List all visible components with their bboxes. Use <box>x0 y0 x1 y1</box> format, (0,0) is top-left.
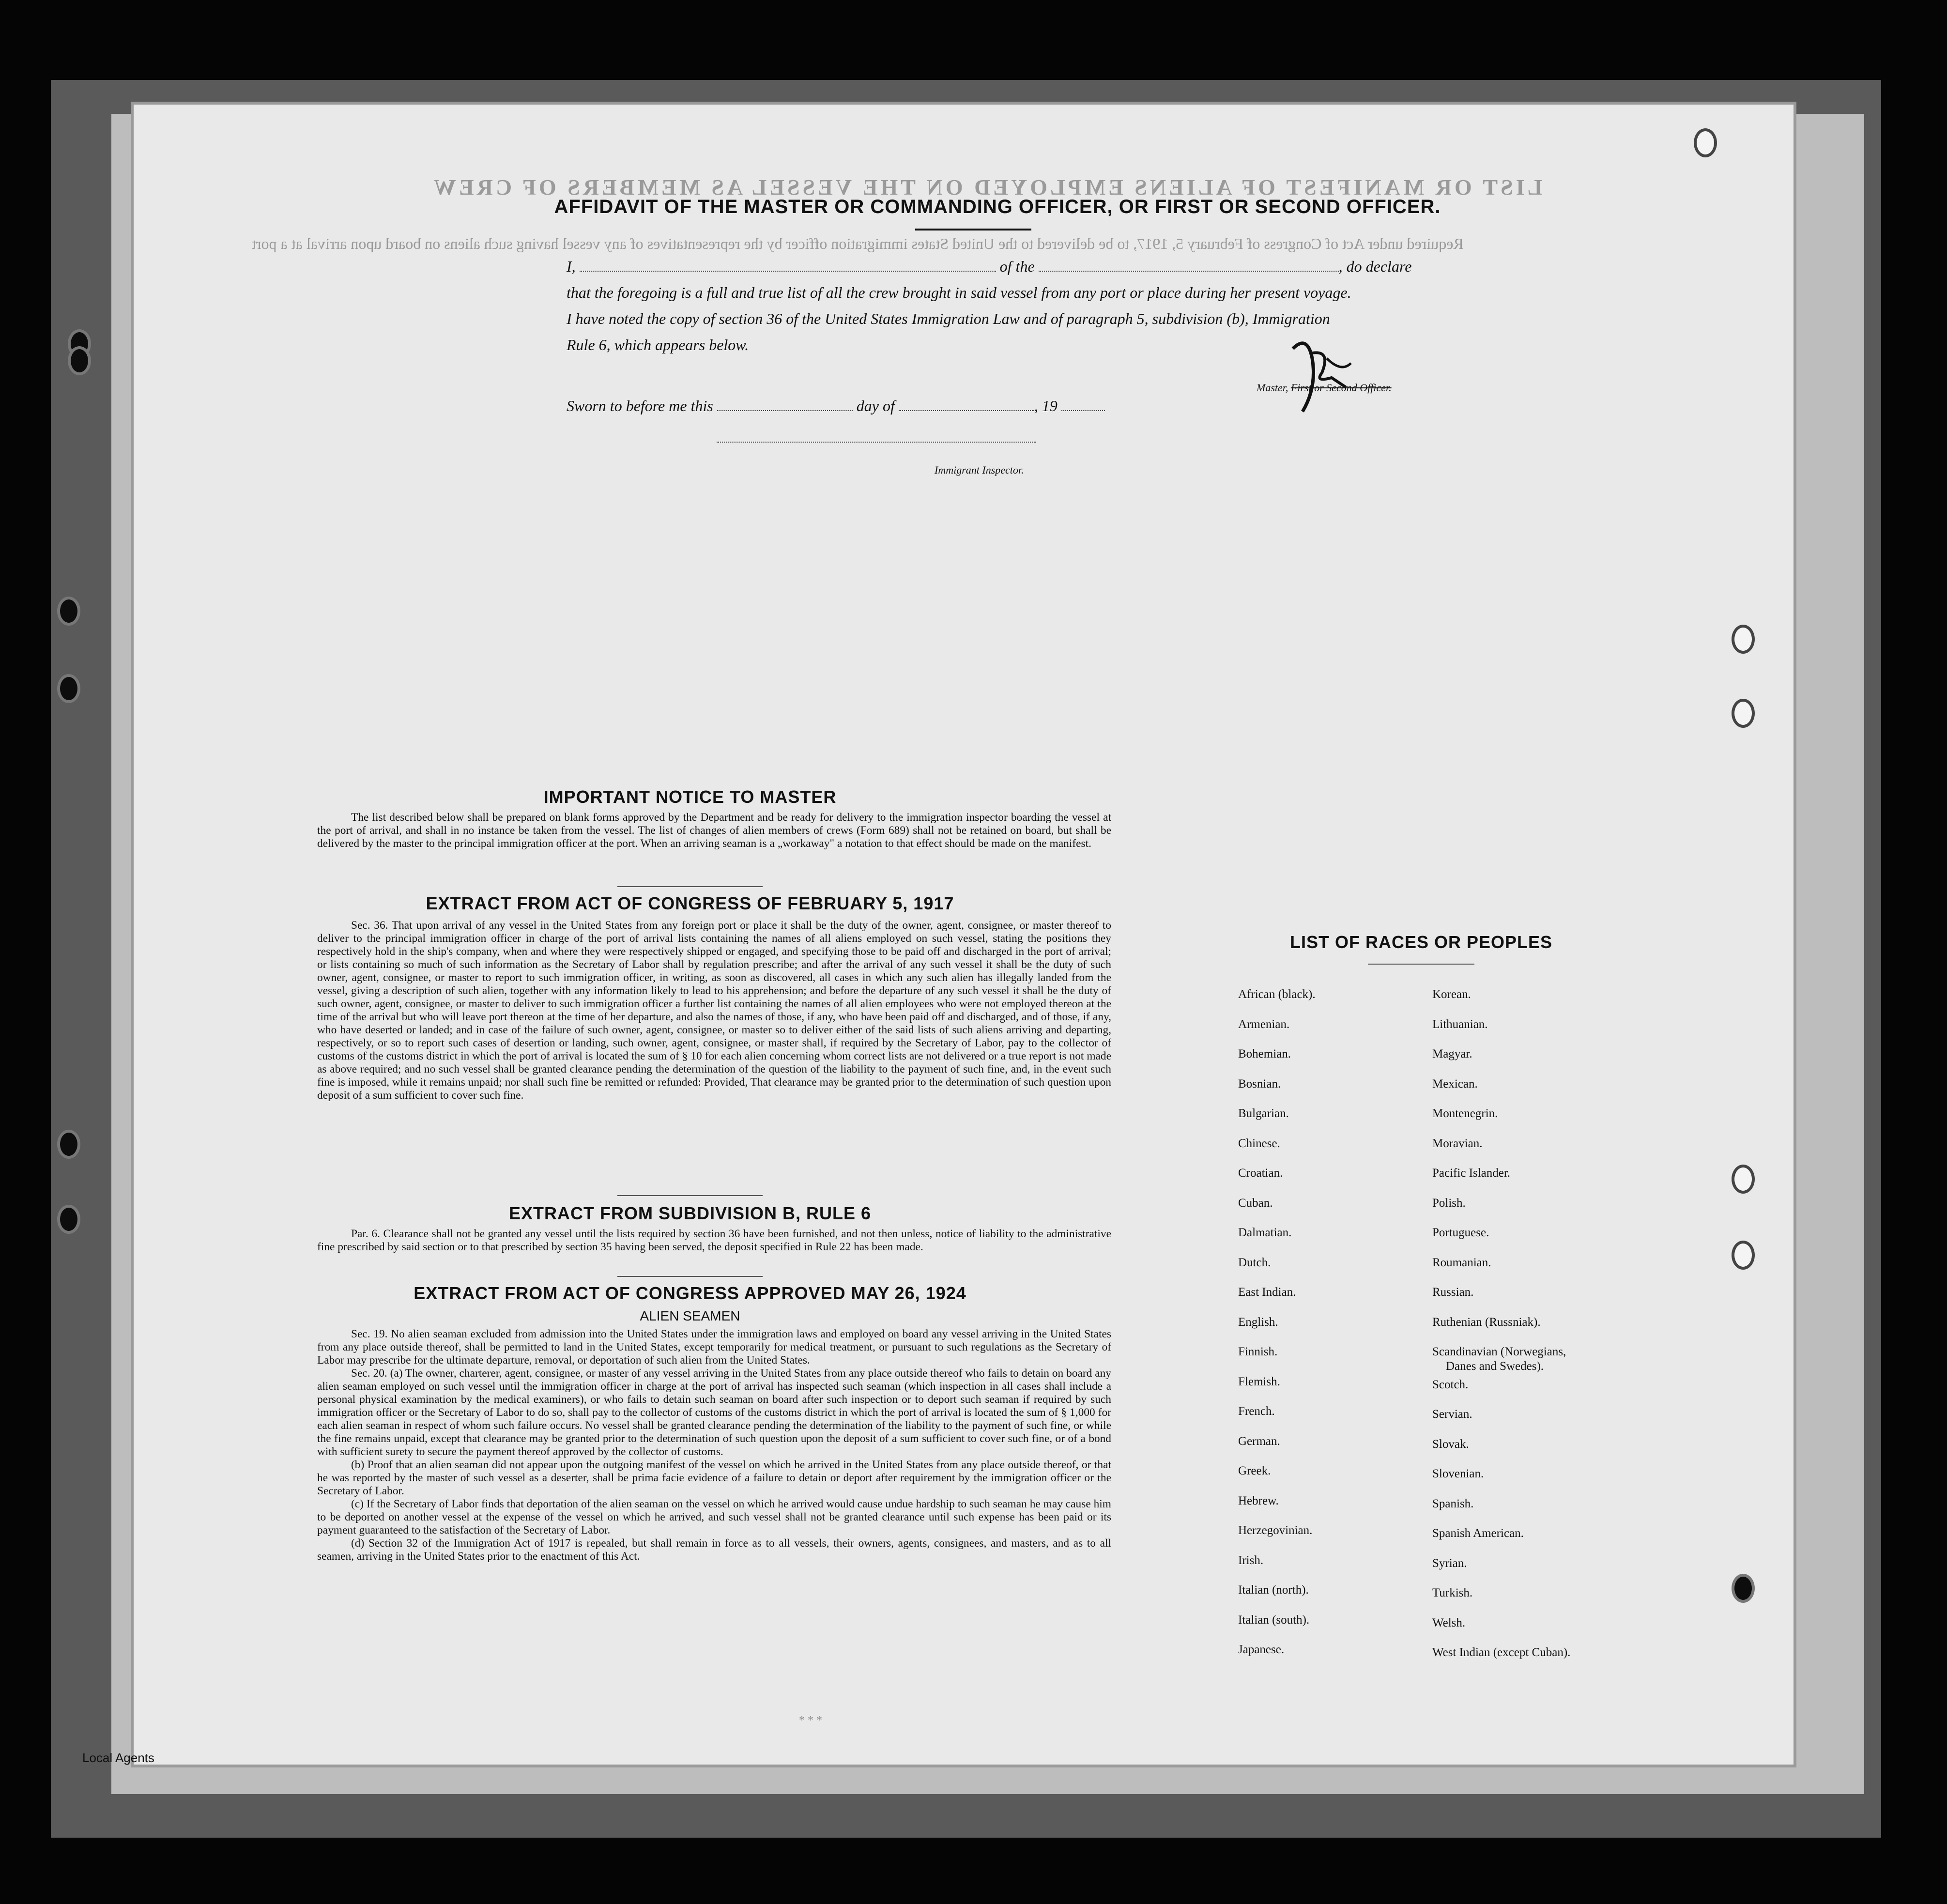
race-item: Bulgarian. <box>1238 1107 1289 1120</box>
race-item: Magyar. <box>1432 1047 1472 1060</box>
affidavit-line-2: that the foregoing is a full and true list of all the crew brought in said vessel from any port or place during her present voyage. <box>567 284 1351 301</box>
race-item: Hebrew. <box>1238 1494 1279 1507</box>
punch-hole <box>57 1130 80 1159</box>
race-item: German. <box>1238 1434 1280 1448</box>
race-item: Danes and Swedes). <box>1446 1359 1544 1373</box>
form-page <box>131 102 1796 1767</box>
sec-20d-paragraph: (d) Section 32 of the Immigration Act of 1917 is repealed, but shall remain in force as to all vessels, their owners, agents, consignees, and masters, and as to all seamen, arriving in the United States prior to the enactment of this Act. <box>317 1537 1111 1563</box>
punch-hole <box>1694 128 1717 157</box>
punch-hole <box>57 1205 80 1234</box>
race-item: Irish. <box>1238 1553 1264 1567</box>
race-item: Dalmatian. <box>1238 1226 1292 1239</box>
extract-rule6-title: EXTRACT FROM SUBDIVISION B, RULE 6 <box>508 1203 872 1223</box>
affidavit-title: AFFIDAVIT OF THE MASTER OR COMMANDING OFFICER, OR FIRST OR SECOND OFFICER. <box>554 196 1441 217</box>
sec-19-paragraph: Sec. 19. No alien seaman excluded from admission into the United States under the immigration laws and employed on board any vessel arriving in the United States from any place outside thereof, shall be permitted to land in the United States, except temporarily for medical treatment, or pursuant to such regulations as the Secretary of Labor may prescribe for the ultimate departure, removal, or deportation of such alien from the United States. <box>317 1328 1111 1367</box>
race-item: Greek. <box>1238 1464 1271 1477</box>
race-item: Moravian. <box>1432 1136 1483 1150</box>
signature-mark <box>1273 329 1370 426</box>
races-title: LIST OF RACES OR PEOPLES <box>1289 932 1553 952</box>
punch-hole <box>57 597 80 626</box>
race-item: Finnish. <box>1238 1345 1278 1358</box>
race-item: Cuban. <box>1238 1196 1273 1210</box>
race-item: Roumanian. <box>1432 1256 1491 1269</box>
extract-1917-title: EXTRACT FROM ACT OF CONGRESS OF FEBRUARY 5, 1917 <box>426 893 954 913</box>
struck-officer-label: First or Second Officer. <box>1290 382 1392 394</box>
sworn-month-blank[interactable] <box>899 398 1034 411</box>
divider <box>617 1276 763 1277</box>
punch-hole <box>1732 1574 1755 1603</box>
race-item: Syrian. <box>1432 1556 1467 1570</box>
affidavit-line-3: I have noted the copy of section 36 of the United States Immigration Law and of paragraph 5, subdivision (b), Immigration <box>567 310 1330 327</box>
race-item: Italian (north). <box>1238 1583 1309 1597</box>
affidavit-i: I, <box>567 258 576 275</box>
race-item: Herzegovinian. <box>1238 1524 1313 1537</box>
sec-20c-paragraph: (c) If the Secretary of Labor finds that deportation of the alien seaman on the vessel on which he arrived would cause undue hardship to such seaman he may cause him to be deported on another vessel at the expense of the vessel on which he arrived, and such vessel shall not be granted clearance until such expense has been paid or its payment guaranteed to the satisfaction of the Secretary of Labor. <box>317 1498 1111 1536</box>
race-item: Servian. <box>1432 1408 1472 1421</box>
race-item: French. <box>1238 1405 1275 1418</box>
divider <box>1368 964 1474 965</box>
punch-hole <box>1732 1165 1755 1194</box>
race-item: Chinese. <box>1238 1136 1280 1150</box>
race-item: Italian (south). <box>1238 1613 1310 1627</box>
race-item: Bohemian. <box>1238 1047 1291 1060</box>
punch-hole <box>57 674 80 703</box>
show-through-text: Required under Act of Congress of February 5, 1917, to be delivered to the United States immigration officer by the representatives of any vessel having such aliens on board upon arrival at a port <box>252 235 1464 252</box>
races-right-column <box>1432 988 1570 1676</box>
divider <box>617 1195 763 1196</box>
sworn-day-blank[interactable] <box>717 398 853 411</box>
inspector-label: Immigrant Inspector. <box>935 464 1024 476</box>
race-item: Ruthenian (Russniak). <box>1432 1315 1541 1329</box>
race-item: Bosnian. <box>1238 1077 1281 1090</box>
sec-20b-paragraph: (b) Proof that an alien seaman did not appear upon the outgoing manifest of the vessel on which he arrived in the United States from any place outside thereof, or that he was reported by the master of such vessel as a deserter, shall be prima facie evidence of a failure to detain or deport after requirement by the immigration officer or the Secretary of Labor. <box>317 1459 1111 1497</box>
sworn-year-blank[interactable] <box>1061 398 1105 411</box>
races-left-column <box>1238 988 1316 1673</box>
race-item: East Indian. <box>1238 1286 1296 1299</box>
punch-hole <box>1732 699 1755 728</box>
faint-footer-text: * * * <box>799 1714 822 1727</box>
race-item: Flemish. <box>1238 1375 1280 1388</box>
extract-1924-text <box>317 1328 1111 1563</box>
race-item: Armenian. <box>1238 1017 1290 1031</box>
master-label: Master, First or Second Officer. <box>1257 382 1392 394</box>
race-item: Korean. <box>1432 988 1471 1001</box>
race-item: Pacific Islander. <box>1432 1167 1511 1180</box>
race-item: Montenegrin. <box>1432 1107 1498 1120</box>
race-item: Turkish. <box>1432 1586 1473 1599</box>
extract-rule6-text: Par. 6. Clearance shall not be granted any vessel until the lists required by section 36 have been furnished, and not then unless, notice of liability to the administrative fine prescribed by said section or to that prescribed by section 35 having been served, the deposit specified in Rule 22 has been made. <box>317 1228 1111 1253</box>
name-blank[interactable] <box>580 258 996 272</box>
affidavit-line-1 <box>567 258 1411 276</box>
divider <box>617 886 763 887</box>
punch-hole <box>1732 1241 1755 1270</box>
race-item: Scandinavian (Norwegians, <box>1432 1345 1566 1358</box>
sworn-line: Sworn to before me this day of , 19 <box>567 397 1105 415</box>
race-item: Spanish. <box>1432 1497 1474 1510</box>
race-item: Welsh. <box>1432 1616 1466 1629</box>
race-item: Slovenian. <box>1432 1467 1484 1480</box>
race-item: Slovak. <box>1432 1437 1469 1451</box>
notice-text: The list described below shall be prepared on blank forms approved by the Department and be ready for delivery to the immigration inspector boarding the vessel at the port of arrival, and shall in no instance be taken from the vessel. The list of changes of alien members of crews (Form 689) shall not be retained on board, but shall be delivered by the master to the principal immigration officer at the port. When an arriving seaman is a „workaway" a notation to that effect should be made on the manifest. <box>317 811 1111 850</box>
race-item: Croatian. <box>1238 1167 1283 1180</box>
race-item: African (black). <box>1238 988 1316 1001</box>
punch-hole <box>1732 625 1755 654</box>
show-through-text: LIST OR MANIFEST OF ALIENS EMPLOYED ON THE VESSEL AS MEMBERS OF CREW <box>431 175 1543 200</box>
race-item: Polish. <box>1432 1196 1466 1210</box>
inspector-signature-line[interactable] <box>717 441 1036 443</box>
affidavit-line-4: Rule 6, which appears below. <box>567 336 749 353</box>
alien-seamen-subtitle: ALIEN SEAMEN <box>640 1308 740 1323</box>
local-agents-label: Local Agents <box>82 1750 154 1765</box>
notice-title: IMPORTANT NOTICE TO MASTER <box>543 787 837 807</box>
vessel-blank[interactable] <box>1039 258 1339 272</box>
affidavit-of-the: of the <box>999 258 1035 275</box>
race-item: Dutch. <box>1238 1256 1271 1269</box>
race-item: West Indian (except Cuban). <box>1432 1646 1571 1659</box>
race-item: Portuguese. <box>1432 1226 1489 1239</box>
race-item: Lithuanian. <box>1432 1017 1488 1031</box>
affidavit-do-declare: , do declare <box>1338 258 1412 275</box>
race-item: Japanese. <box>1238 1643 1285 1656</box>
race-item: Spanish American. <box>1432 1527 1524 1540</box>
race-item: Mexican. <box>1432 1077 1478 1090</box>
extract-1917-text: Sec. 36. That upon arrival of any vessel in the United States from any foreign port or place it shall be the duty of the owner, agent, consignee, or master thereof to deliver to the principal immigration officer in charge of the port of arrival lists containing the names of all aliens employed on such vessel, stating the positions they respectively hold in the ship's company, when and where they were respectively shipped or engaged, and specifying those to be paid off and discharged in the port of arrival; or lists containing so much of such information as the Secretary of Labor shall by regulation prescribe; and after the arrival of any such vessel it shall be the duty of such owner, agent, consignee, or master to report to such immigration officer, in writing, as soon as discovered, all cases in which any such alien has illegally landed from the vessel, giving a description of such alien, together with any information likely to lead to his apprehension; and before the departure of any such vessel it shall be the duty of such owner, agent, consignee, or master to deliver to such immigration officer a further list containing the names of all alien employees who were not employed thereon at the time of the arrival but who will leave port thereon at the time of her departure, and also the names of those, if any, who have been paid off and discharged, and of those, if any, who have deserted or landed; and in case of the failure of such owner, agent, consignee, or master so to deliver either of the said lists of such aliens arriving and departing, respectively, or so to report such cases of desertion or landing, such owner, agent, consignee, or master shall, if required by the Secretary of Labor, pay to the collector of customs of the customs district in which the port of arrival is located the sum of § 10 for each alien concerning whom correct lists are not delivered or a true report is not made as above required; and no such vessel shall be granted clearance pending the determination of the question of the liability to the payment of such fine, and, in the event such fine is imposed, while it remains unpaid; nor shall such fine be remitted or refunded: Provided, That clearance may be granted prior to the determination of such question upon deposit of a sum sufficient to cover such fine. <box>317 919 1111 1102</box>
race-item: Russian. <box>1432 1286 1474 1299</box>
punch-hole <box>68 346 91 375</box>
title-rule <box>915 229 1031 230</box>
sec-20a-paragraph: Sec. 20. (a) The owner, charterer, agent, consignee, or master of any vessel arriving in the United States from any place outside thereof who fails to detain on board any alien seaman employed on such vessel until the immigration officer in charge at the port of arrival has inspected such seaman (which inspection in all cases shall include a personal physical examination by the medical examiners), or who fails to detain such seaman on board after such inspection or to deport such seaman if required by such immigration officer or the Secretary of Labor to do so, shall pay to the collector of customs of the customs district in which the port of arrival is located the sum of § 1,000 for each alien seaman in respect of whom such failure occurs. No vessel shall be granted clearance pending the determination of the liability to the payment of such fine, or while the fine remains unpaid, except that clearance may be granted prior to the determination of such question upon the deposit of a sum sufficient to cover such fine, or of a bond with sufficient surety to secure the payment thereof approved by the collector of customs. <box>317 1367 1111 1458</box>
race-item: Scotch. <box>1432 1378 1469 1391</box>
extract-1924-title: EXTRACT FROM ACT OF CONGRESS APPROVED MAY 26, 1924 <box>414 1283 966 1303</box>
race-item: English. <box>1238 1315 1278 1329</box>
